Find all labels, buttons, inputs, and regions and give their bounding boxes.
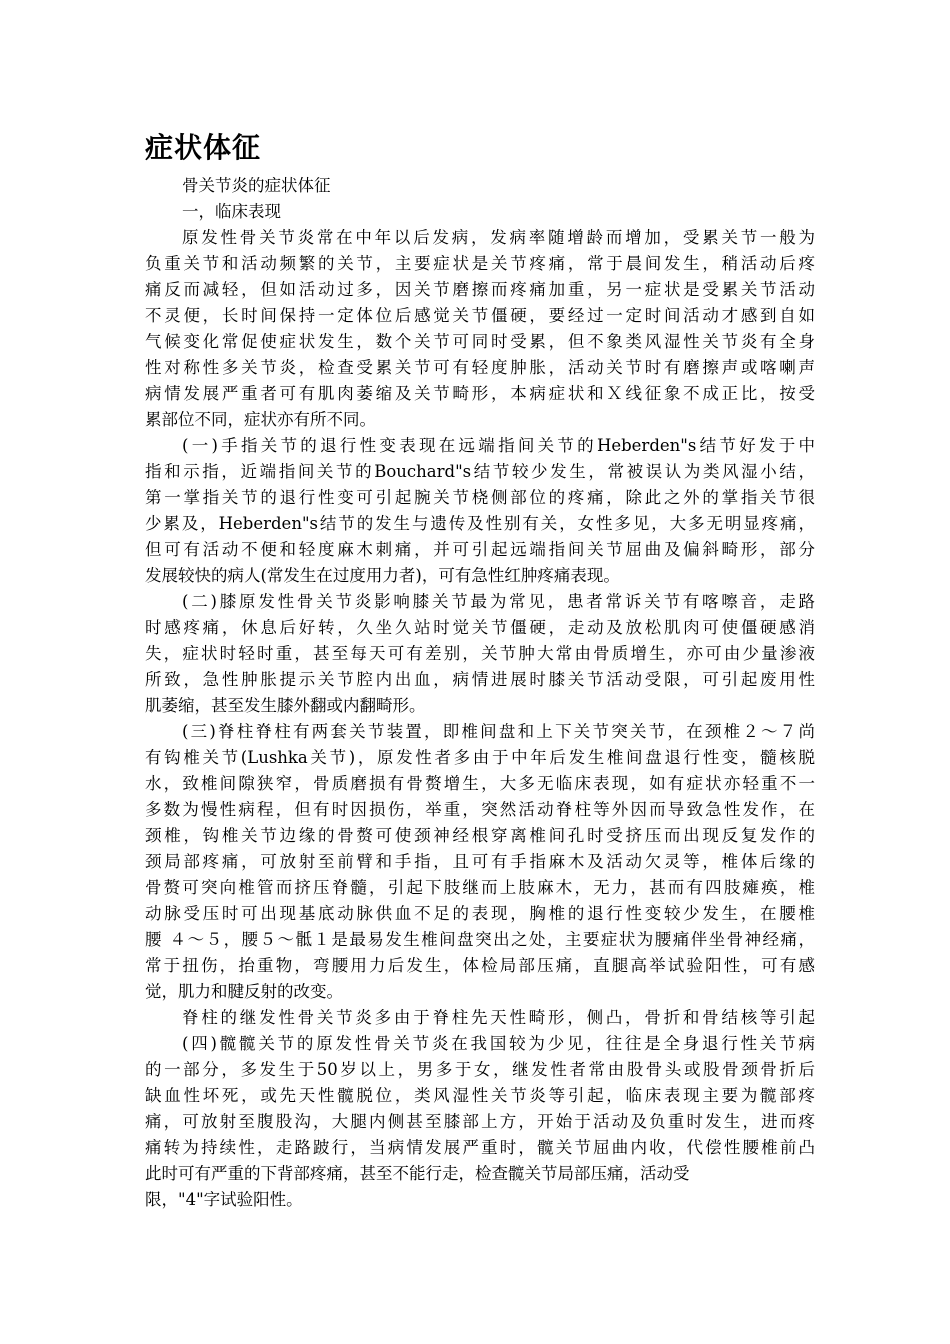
text-line: 一，临床表现 xyxy=(182,202,281,221)
text-line: 的一部分，多发生于50岁以上，男多于女，继发性者常由股骨头或股骨颈骨折后 xyxy=(145,1060,815,1079)
text-line: 骨关节炎的症状体征 xyxy=(182,176,331,195)
text-line: 动脉受压时可出现基底动脉供血不足的表现，胸椎的退行性变较少发生，在腰椎 xyxy=(145,904,815,923)
text-line: 多数为慢性病程，但有时因损伤，举重，突然活动脊柱等外因而导致急性发作，在 xyxy=(145,800,815,819)
text-line: 此时可有严重的下背部疼痛，甚至不能行走，检查髋关节局部压痛，活动受 xyxy=(145,1164,690,1183)
text-line: 脊柱的继发性骨关节炎多由于脊柱先天性畸形，侧凸，骨折和骨结核等引起 xyxy=(182,1008,815,1027)
text-line: (三)脊柱脊柱有两套关节装置，即椎间盘和上下关节突关节，在颈椎２～７尚 xyxy=(182,722,815,741)
text-line: 所致，急性肿胀提示关节腔内出血，病情进展时膝关节活动受限，可引起废用性 xyxy=(145,670,815,689)
text-line: 骨赘可突向椎管而挤压脊髓，引起下肢继而上肢麻木，无力，甚而有四肢瘫痪，椎 xyxy=(145,878,815,897)
page-title: 症状体征 xyxy=(145,131,262,164)
text-line: 少累及，Heberden"s结节的发生与遗传及性别有关，女性多见，大多无明显疼痛， xyxy=(145,514,815,533)
text-line: 累部位不同，症状亦有所不同。 xyxy=(145,410,376,429)
text-line: 水，致椎间隙狭窄，骨质磨损有骨赘增生，大多无临床表现，如有症状亦轻重不一 xyxy=(145,774,815,793)
text-line: (四)髋髋关节的原发性骨关节炎在我国较为少见，往往是全身退行性关节病 xyxy=(182,1034,815,1053)
text-line: 但可有活动不便和轻度麻木刺痛，并可引起远端指间关节屈曲及偏斜畸形，部分 xyxy=(145,540,815,559)
text-line: 肌萎缩，甚至发生膝外翻或内翻畸形。 xyxy=(145,696,426,715)
text-line: 痛转为持续性，走路跛行，当病情发展严重时，髋关节屈曲内收，代偿性腰椎前凸 xyxy=(145,1138,815,1157)
text-line: 失，症状时轻时重，甚至每天可有差别，关节肿大常由骨质增生，亦可由少量渗液 xyxy=(145,644,815,663)
text-line: 发展较快的病人(常发生在过度用力者)，可有急性红肿疼痛表现。 xyxy=(145,566,620,585)
text-line: 不灵便，长时间保持一定体位后感觉关节僵硬，要经过一定时间活动才感到自如 xyxy=(145,306,815,325)
text-line: 颈局部疼痛，可放射至前臂和手指，且可有手指麻木及活动欠灵等，椎体后缘的 xyxy=(145,852,815,871)
text-line: 负重关节和活动频繁的关节，主要症状是关节疼痛，常于晨间发生，稍活动后疼 xyxy=(145,254,815,273)
text-line: 痛，可放射至腹股沟，大腿内侧甚至膝部上方，开始于活动及负重时发生，进而疼 xyxy=(145,1112,815,1131)
text-line: 觉，肌力和腱反射的改变。 xyxy=(145,982,343,1001)
text-line: 病情发展严重者可有肌肉萎缩及关节畸形，本病症状和Ｘ线征象不成正比，按受 xyxy=(145,384,815,403)
text-line: (一)手指关节的退行性变表现在远端指间关节的Heberden"s结节好发于中 xyxy=(182,436,815,455)
text-line: 缺血性坏死，或先天性髋脱位，类风湿性关节炎等引起，临床表现主要为髋部疼 xyxy=(145,1086,815,1105)
text-line: 腰 ４～５，腰５～骶１是最易发生椎间盘突出之处，主要症状为腰痛伴坐骨神经痛， xyxy=(145,930,815,949)
document-body xyxy=(145,173,815,1213)
text-line: 颈椎，钩椎关节边缘的骨赘可使颈神经根穿离椎间孔时受挤压而出现反复发作的 xyxy=(145,826,815,845)
text-line: 常于扭伤，抬重物，弯腰用力后发生，体检局部压痛，直腿高举试验阳性，可有感 xyxy=(145,956,815,975)
text-line: 原发性骨关节炎常在中年以后发病，发病率随增龄而增加，受累关节一般为 xyxy=(182,228,815,247)
text-line: (二)膝原发性骨关节炎影响膝关节最为常见，患者常诉关节有喀嚓音，走路 xyxy=(182,592,815,611)
text-line: 气候变化常促使症状发生，数个关节可同时受累，但不象类风湿性关节炎有全身 xyxy=(145,332,815,351)
text-line: 痛反而减轻，但如活动过多，因关节磨擦而疼痛加重，另一症状是受累关节活动 xyxy=(145,280,815,299)
text-line: 性对称性多关节炎，检查受累关节可有轻度肿胀，活动关节时有磨擦声或喀喇声 xyxy=(145,358,815,377)
text-line: 有钩椎关节(Lushka关节)，原发性者多由于中年后发生椎间盘退行性变，髓核脱 xyxy=(145,748,815,767)
text-line: 指和示指，近端指间关节的Bouchard"s结节较少发生，常被误认为类风湿小结， xyxy=(145,462,815,481)
text-line: 第一掌指关节的退行性变可引起腕关节桡侧部位的疼痛，除此之外的掌指关节很 xyxy=(145,488,815,507)
text-line: 时感疼痛，休息后好转，久坐久站时觉关节僵硬，走动及放松肌肉可使僵硬感消 xyxy=(145,618,815,637)
text-line: 限，"4"字试验阳性。 xyxy=(145,1190,303,1209)
